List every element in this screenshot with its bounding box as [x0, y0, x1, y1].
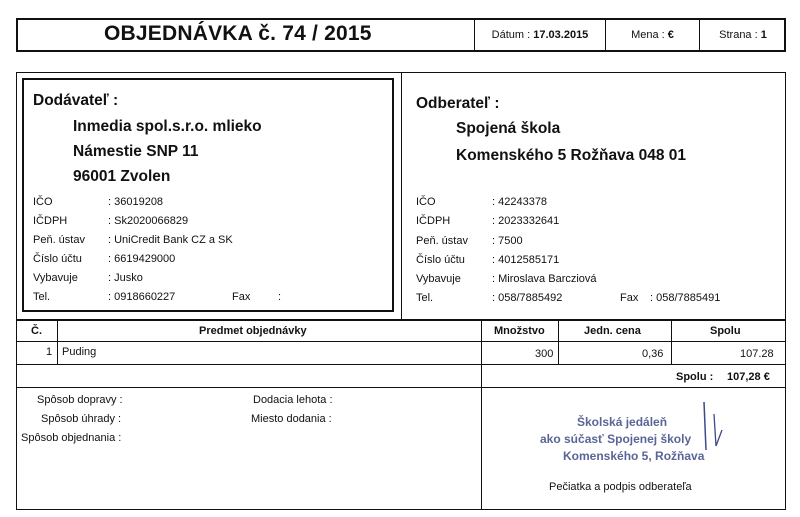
col-header-total: Spolu — [710, 325, 741, 337]
supplier-street: Námestie SNP 11 — [73, 143, 199, 160]
supplier-field-value: : 6619429000 — [108, 253, 176, 265]
table-header-line — [17, 341, 785, 342]
col-divider — [57, 320, 58, 364]
supplier-field-label: Vybavuje — [33, 272, 78, 284]
currency-cell — [605, 19, 699, 51]
supplier-field-value: : UniCredit Bank CZ a SK — [108, 234, 233, 246]
transport-label: Spôsob dopravy : — [37, 394, 123, 406]
row-total: 107.28 — [740, 348, 774, 360]
currency-label: Mena : — [631, 29, 665, 41]
stamp-line: ako súčasť Spojenej školy — [540, 432, 692, 446]
delivery-place-label: Miesto dodania : — [251, 413, 332, 425]
customer-fax-label: Fax — [620, 292, 639, 304]
customer-field-value: : 4012585171 — [492, 254, 560, 266]
supplier-field-label: IČDPH — [33, 215, 68, 227]
table-row-line — [17, 364, 785, 365]
supplier-field-value: : Sk2020066829 — [108, 215, 189, 227]
supplier-field-label: Číslo účtu — [33, 253, 82, 265]
customer-field-value: : Miroslava Barcziová — [492, 273, 597, 285]
payment-label: Spôsob úhrady : — [41, 413, 122, 425]
customer-field-value: : 7500 — [492, 235, 523, 247]
customer-field-value: : 42243378 — [492, 196, 548, 208]
customer-heading: Odberateľ : — [416, 95, 500, 112]
page-cell — [699, 19, 786, 51]
row-qty: 300 — [535, 348, 554, 360]
col-divider — [671, 320, 672, 364]
grand-total-value: 107,28 € — [727, 371, 770, 383]
supplier-name: Inmedia spol.s.r.o. mlieko — [73, 118, 262, 135]
signature-mark — [692, 396, 732, 456]
supplier-heading: Dodávateľ : — [33, 92, 119, 109]
customer-field-value: : 058/7885492 — [492, 292, 563, 304]
customer-name: Spojená škola — [456, 120, 561, 137]
order-method-label: Spôsob objednania : — [21, 432, 122, 444]
supplier-field-label: Peň. ústav — [33, 234, 85, 246]
col-header-no: Č. — [31, 325, 42, 337]
row-no: 1 — [46, 346, 53, 358]
customer-field-value: : 2023332641 — [492, 215, 560, 227]
supplier-field-value: : Jusko — [108, 272, 143, 284]
currency-value: € — [667, 29, 674, 41]
customer-field-label: IČDPH — [416, 215, 451, 227]
customer-field-label: Číslo účtu — [416, 254, 465, 266]
document-title: OBJEDNÁVKA č. 74 / 2015 — [104, 22, 372, 45]
stamp-line: Komenského 5, Rožňava — [563, 449, 705, 463]
signature-label: Pečiatka a podpis odberateľa — [549, 481, 692, 493]
customer-fax-value: : 058/7885491 — [650, 292, 721, 304]
supplier-fax-value: : — [278, 291, 282, 303]
supplier-field-value: : 0918660227 — [108, 291, 176, 303]
supplier-field-label: Tel. — [33, 291, 51, 303]
party-divider — [401, 73, 402, 319]
date-label: Dátum : — [491, 29, 531, 41]
row-item: Puding — [62, 346, 97, 358]
page-value: 1 — [760, 29, 767, 41]
col-header-qty: Množstvo — [494, 325, 545, 337]
date-value: 17.03.2015 — [533, 29, 589, 41]
supplier-city: 96001 Zvolen — [73, 168, 171, 185]
col-divider — [481, 320, 482, 364]
footer-divider — [481, 364, 482, 510]
customer-field-label: Vybavuje — [416, 273, 461, 285]
table-top-line — [17, 319, 785, 321]
customer-field-label: Tel. — [416, 292, 434, 304]
col-header-unit-price: Jedn. cena — [584, 325, 641, 337]
col-divider — [558, 320, 559, 364]
stamp-line: Školská jedáleň — [577, 415, 668, 429]
page-label: Strana : — [719, 29, 758, 41]
grand-total-label: Spolu : — [676, 371, 714, 383]
customer-field-label: IČO — [416, 196, 436, 208]
customer-address: Komenského 5 Rožňava 048 01 — [456, 147, 687, 164]
supplier-fax-label: Fax — [232, 291, 251, 303]
customer-field-label: Peň. ústav — [416, 235, 468, 247]
supplier-field-label: IČO — [33, 196, 53, 208]
delivery-time-label: Dodacia lehota : — [253, 394, 333, 406]
date-cell — [474, 19, 605, 51]
col-header-item: Predmet objednávky — [199, 325, 307, 337]
table-total-line — [17, 387, 785, 388]
row-unit-price: 0,36 — [642, 348, 664, 360]
supplier-field-value: : 36019208 — [108, 196, 164, 208]
